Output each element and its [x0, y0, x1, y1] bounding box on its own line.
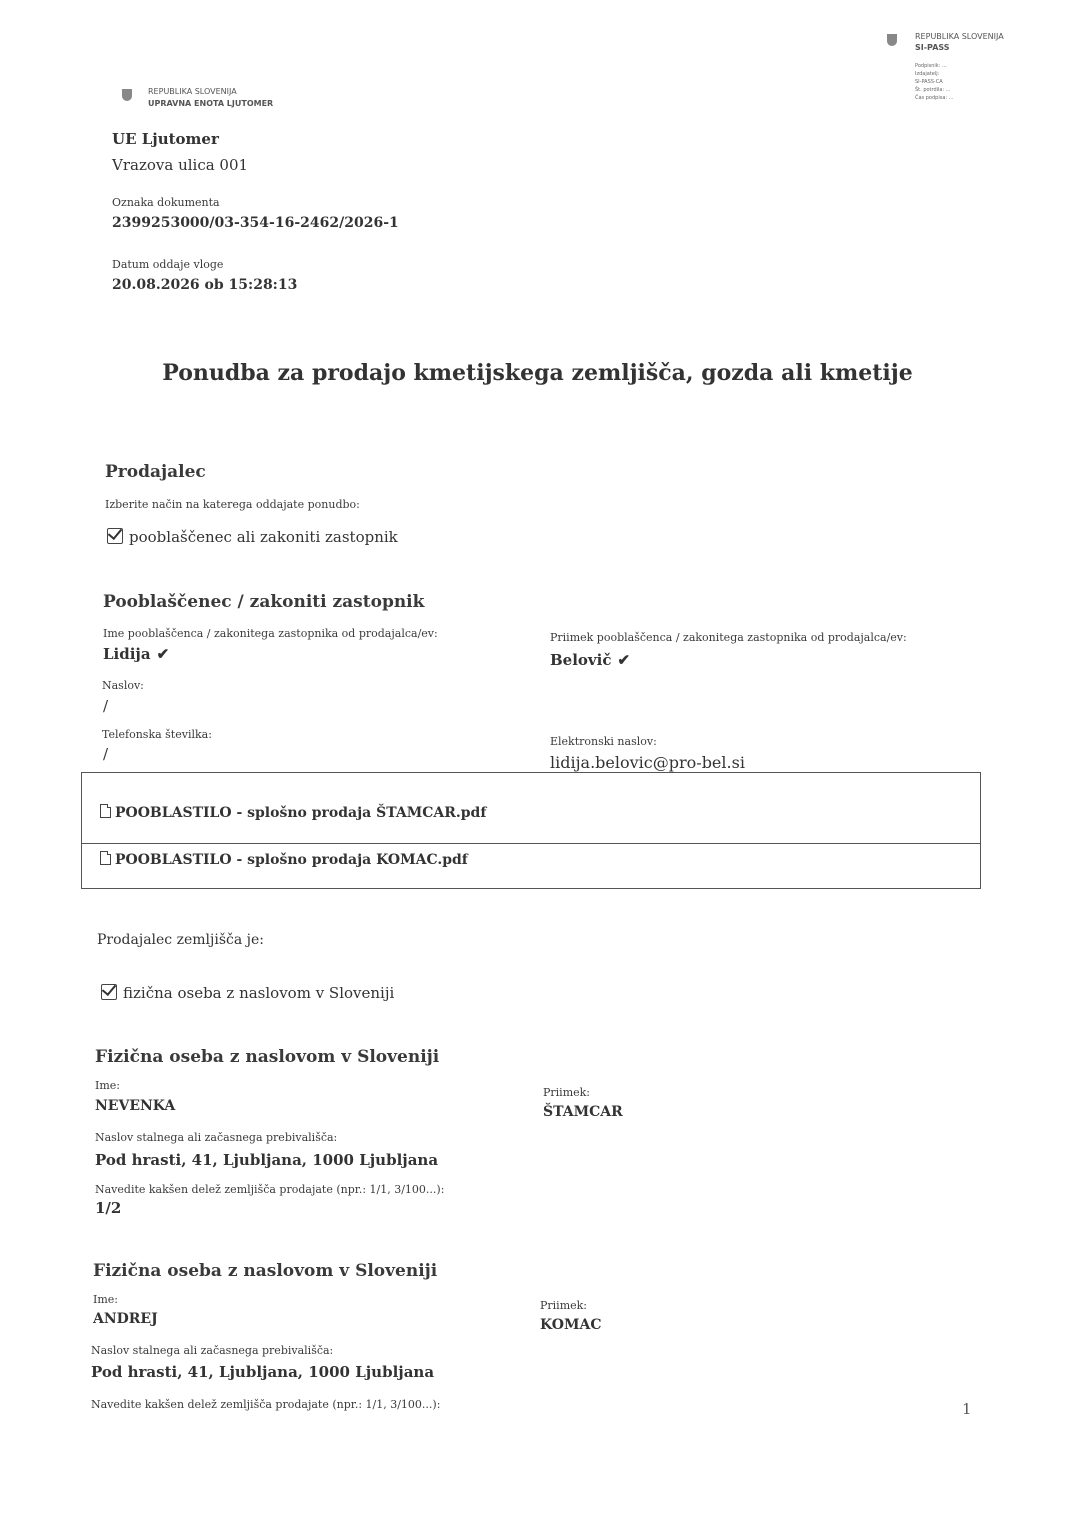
rep-heading: Pooblaščenec / zakoniti zastopnik: [103, 592, 425, 612]
owner-choice[interactable]: [101, 984, 394, 1002]
doc-id-label: Oznaka dokumenta: [112, 196, 220, 209]
person-share-label: Navedite kakšen delež zemljišča prodajate (npr.: 1/1, 3/100...):: [91, 1398, 441, 1411]
attachment-row[interactable]: [82, 843, 980, 888]
checkmark-icon: ✔: [156, 645, 170, 663]
rep-email-label: Elektronski naslov:: [550, 735, 657, 748]
rep-first-label: Ime pooblaščenca / zakonitega zastopnika od prodajalca/ev:: [103, 627, 438, 640]
file-icon: [100, 804, 111, 818]
attachment-name: POOBLASTILO - splošno prodaja ŠTAMCAR.pdf: [115, 805, 487, 821]
person-last-label: Priimek:: [540, 1299, 588, 1312]
rep-email-value: lidija.belovic@pro-bel.si: [550, 753, 745, 772]
attachment-link[interactable]: [100, 804, 486, 821]
person-first-label: Ime:: [93, 1293, 118, 1306]
rep-first-text: Lidija: [103, 645, 151, 663]
person-share-value: 1/2: [95, 1199, 122, 1217]
stamp-detail-line: SI-PASS-CA: [915, 79, 943, 85]
person-addr-value: Pod hrasti, 41, Ljubljana, 1000 Ljubljana: [95, 1151, 439, 1169]
coat-of-arms-icon: [887, 34, 897, 46]
seller-prompt: Izberite način na katerega oddajate ponudbo:: [105, 498, 360, 511]
person-first-value: ANDREJ: [93, 1311, 158, 1327]
person-heading: Fizična oseba z naslovom v Sloveniji: [93, 1261, 438, 1281]
seller-choice-label: pooblaščenec ali zakoniti zastopnik: [129, 528, 398, 546]
attachment-name: POOBLASTILO - splošno prodaja KOMAC.pdf: [115, 852, 468, 868]
doc-date-value: 20.08.2026 ob 15:28:13: [112, 277, 298, 293]
stamp-line1: REPUBLIKA SLOVENIJA: [915, 32, 1004, 41]
person-addr-value: Pod hrasti, 41, Ljubljana, 1000 Ljubljana: [91, 1363, 435, 1381]
stamp-detail-line: Št. potrdila: ...: [915, 87, 951, 93]
person-last-value: KOMAC: [540, 1317, 602, 1333]
issuer-line2: UPRAVNA ENOTA LJUTOMER: [148, 99, 274, 108]
rep-first-value: [103, 645, 169, 663]
attachments-box: [81, 772, 981, 889]
seller-choice[interactable]: [107, 528, 398, 546]
person-last-label: Priimek:: [543, 1086, 591, 1099]
document-title: Ponudba za prodajo kmetijskega zemljišča, gozda ali kmetije: [162, 360, 913, 386]
file-icon: [100, 851, 111, 865]
stamp-detail-line: Izdajatelj:: [915, 71, 940, 77]
owner-prompt: Prodajalec zemljišča je:: [97, 932, 264, 948]
person-heading: Fizična oseba z naslovom v Sloveniji: [95, 1047, 440, 1067]
rep-last-value: [550, 651, 630, 669]
seller-heading: Prodajalec: [105, 462, 206, 482]
rep-phone-value: /: [103, 745, 109, 763]
coat-of-arms-icon: [122, 89, 132, 101]
doc-id-value: 2399253000/03-354-16-2462/2026-1: [112, 215, 399, 231]
person-first-value: NEVENKA: [95, 1098, 176, 1114]
stamp-detail-line: Čas podpisa: ...: [915, 95, 954, 101]
stamp-details: [915, 62, 953, 102]
rep-addr-value: /: [103, 697, 109, 715]
attachment-link[interactable]: [100, 851, 468, 868]
person-addr-label: Naslov stalnega ali začasnega prebivališča:: [91, 1344, 334, 1357]
page-number: 1: [962, 1400, 972, 1418]
checkbox-checked-icon[interactable]: [107, 528, 123, 544]
rep-last-text: Belovič: [550, 651, 612, 669]
attachment-row[interactable]: [82, 773, 980, 844]
person-first-label: Ime:: [95, 1079, 120, 1092]
person-addr-label: Naslov stalnega ali začasnega prebivališča:: [95, 1131, 338, 1144]
issuer-line1: REPUBLIKA SLOVENIJA: [148, 87, 237, 96]
checkmark-icon: ✔: [617, 651, 631, 669]
owner-choice-label: fizična oseba z naslovom v Sloveniji: [123, 984, 395, 1002]
checkbox-checked-icon[interactable]: [101, 984, 117, 1000]
stamp-detail-line: Podpisnik: ...: [915, 63, 947, 69]
office-name: UE Ljutomer: [112, 130, 219, 148]
person-share-label: Navedite kakšen delež zemljišča prodajate (npr.: 1/1, 3/100...):: [95, 1183, 445, 1196]
rep-last-label: Priimek pooblaščenca / zakonitega zastopnika od prodajalca/ev:: [550, 631, 907, 644]
rep-addr-label: Naslov:: [102, 679, 144, 692]
person-last-value: ŠTAMCAR: [543, 1104, 623, 1120]
office-street: Vrazova ulica 001: [112, 156, 249, 174]
doc-date-label: Datum oddaje vloge: [112, 258, 224, 271]
rep-phone-label: Telefonska številka:: [102, 728, 212, 741]
stamp-line2: SI-PASS: [915, 43, 950, 52]
